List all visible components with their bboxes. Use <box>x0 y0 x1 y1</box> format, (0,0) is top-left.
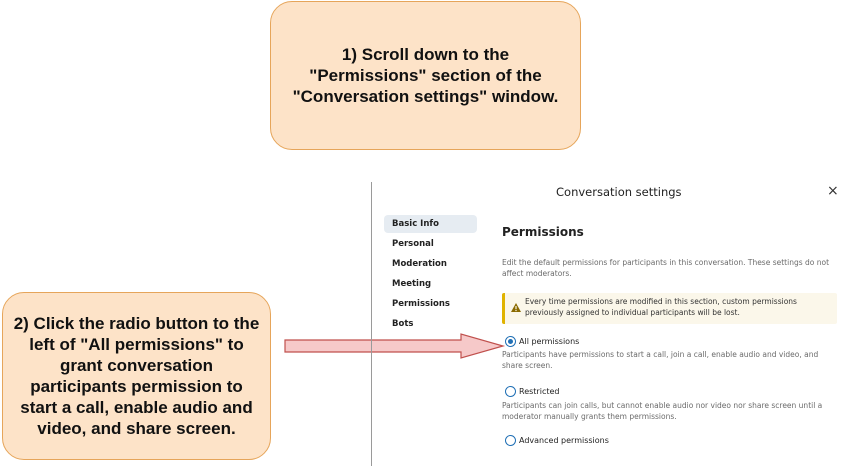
instruction-callout-step1 <box>270 1 581 150</box>
sidebar-item-basic-info[interactable]: Basic Info <box>384 215 477 233</box>
all-permissions-radio[interactable] <box>505 336 516 347</box>
settings-sidebar <box>384 215 477 335</box>
restricted-description: Participants can join calls, but cannot enable audio nor video nor share screen until a moderator manually grants them permissions. <box>502 401 823 421</box>
sidebar-item-meeting[interactable]: Meeting <box>392 279 432 289</box>
dialog-title: Conversation settings <box>556 185 682 199</box>
all-permissions-description: Participants have permissions to start a call, join a call, enable audio and video, and share screen. <box>502 350 819 370</box>
sidebar-item-permissions[interactable]: Permissions <box>392 299 450 309</box>
restricted-radio[interactable] <box>505 386 516 397</box>
all-permissions-label[interactable]: All permissions <box>519 337 580 346</box>
pointer-arrow-icon <box>284 333 506 359</box>
advanced-permissions-label[interactable]: Advanced permissions <box>519 436 609 445</box>
advanced-permissions-radio[interactable] <box>505 435 516 446</box>
permissions-section-title: Permissions <box>502 225 584 239</box>
permissions-description: Edit the default permissions for participants in this conversation. These settings do not affect moderators. <box>502 258 830 278</box>
warning-icon <box>511 303 521 312</box>
restricted-label[interactable]: Restricted <box>519 387 560 396</box>
sidebar-item-moderation[interactable]: Moderation <box>392 259 447 269</box>
sidebar-item-personal[interactable]: Personal <box>392 239 434 249</box>
instruction-callout-step2 <box>2 292 271 460</box>
instruction-text-step2: 2) Click the radio button to the left of "All permissions" to grant conversation participants permission to start a call, enable audio and video, and share screen. <box>13 314 260 438</box>
warning-text: Every time permissions are modified in this section, custom permissions previously assigned to individual participants will be lost. <box>525 297 797 317</box>
sidebar-item-bots[interactable]: Bots <box>392 319 414 329</box>
close-icon[interactable]: × <box>827 183 839 199</box>
permissions-warning <box>502 293 837 324</box>
instruction-text-step1: 1) Scroll down to the "Permissions" section of the "Conversation settings" window. <box>292 45 559 106</box>
dialog-left-border <box>371 182 372 466</box>
